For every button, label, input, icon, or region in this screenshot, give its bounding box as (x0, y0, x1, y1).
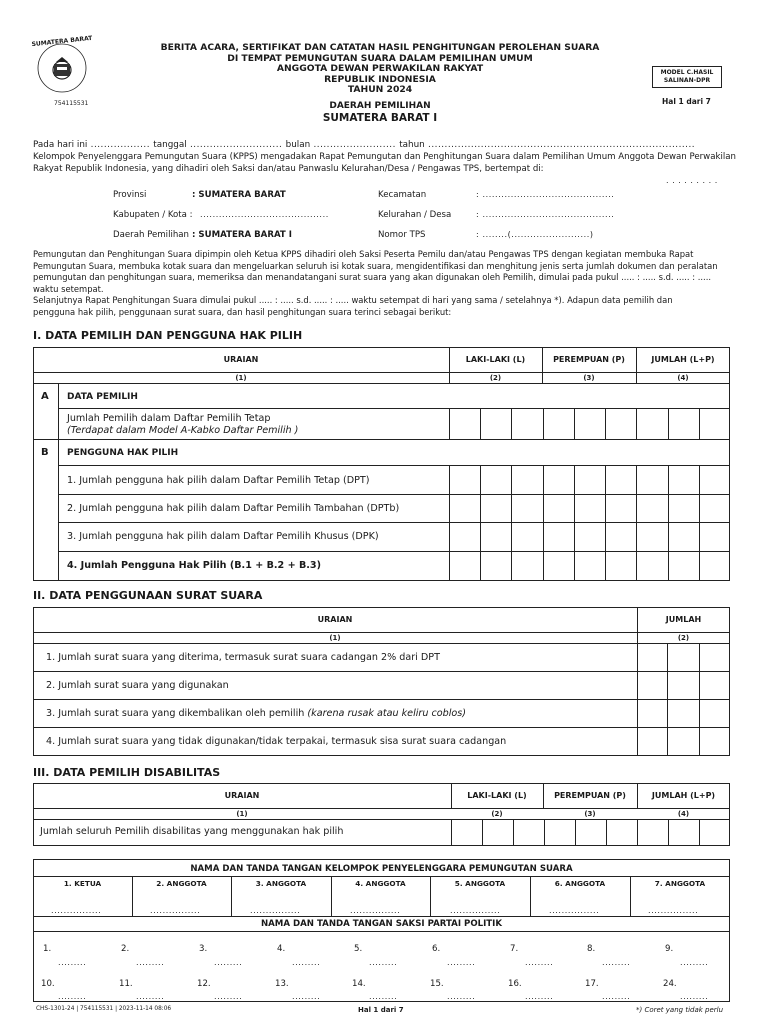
kpps-sig-title: NAMA DAN TANDA TANGAN KELOMPOK PENYELENGGARA PEMUNGUTAN SUARA (190, 864, 573, 874)
s1-b-row1: 1. Jumlah pengguna hak pilih dalam Daftar Pemilih Tetap (DPT) (67, 475, 370, 486)
s3-col-l: LAKI-LAKI (L) (467, 791, 527, 800)
s3-num4: (4) (677, 810, 690, 818)
kpu-seal (36, 42, 88, 94)
saksi-sig-13[interactable]: ......... (292, 992, 321, 1001)
document-title: BERITA ACARA, SERTIFIKAT DAN CATATAN HASIL PENGHITUNGAN PEROLEHAN SUARA DI TEMPAT PEMUNGUTAN SUARA DALAM PEMILIHAN UMUM ANGGOTA DEWAN PERWAKILAN RAKYAT REPUBLIK INDONESIA TAHUN 2024 (160, 42, 600, 95)
saksi-num-4: 4. (277, 944, 286, 954)
section2-title: II. DATA PENGGUNAAN SURAT SUARA (33, 589, 263, 602)
tps-label: Nomor TPS (378, 230, 426, 240)
sig-line-anggota-2[interactable]: ................ (150, 906, 201, 915)
saksi-num-3: 3. (199, 944, 208, 954)
s3-col-lp: JUMLAH (L+P) (651, 791, 716, 800)
s1-a-title: DATA PEMILIH (67, 392, 138, 402)
dapil-name: SUMATERA BARAT I (322, 112, 438, 124)
sig-line-anggota-4[interactable]: ................ (350, 906, 401, 915)
s3-col-uraian: URAIAN (224, 791, 260, 800)
role-anggota-5: 5. ANGGOTA (454, 879, 506, 888)
saksi-sig-7[interactable]: ......... (525, 958, 554, 967)
saksi-num-12: 12. (197, 979, 211, 989)
saksi-sig-16[interactable]: ......... (525, 992, 554, 1001)
s1-col-l: LAKI-LAKI (L) (465, 355, 526, 364)
saksi-sig-9[interactable]: ......... (680, 958, 709, 967)
kabupaten-field[interactable]: ......................................... (200, 210, 329, 219)
intro-line1: Pada hari ini .................. tanggal ............................ bulan ......................... tahun ................................................................................. (33, 140, 696, 150)
intro-line3: Rakyat Republik Indonesia, yang dihadiri oleh Saksi dan/atau Panwaslu Kelurahan/Desa / Pengawas TPS, bertempat di: (33, 164, 544, 174)
saksi-num-11: 11. (119, 979, 133, 989)
saksi-num-2: 2. (121, 944, 130, 954)
page-number: Hal 1 dari 7 (662, 97, 711, 106)
saksi-num-7: 7. (510, 944, 519, 954)
saksi-num-15: 15. (430, 979, 444, 989)
s1-a-row1-cells[interactable] (449, 408, 730, 439)
s1-b-row2-cells[interactable] (449, 494, 730, 522)
saksi-num-9: 9. (665, 944, 674, 954)
s2-num1: (1) (329, 634, 341, 642)
s1-b-row1-cells[interactable] (449, 465, 730, 494)
saksi-sig-8[interactable]: ......... (602, 958, 631, 967)
saksi-sig-3[interactable]: ......... (214, 958, 243, 967)
s3-row1-cells[interactable] (451, 819, 730, 846)
saksi-sig-17[interactable]: ......... (602, 992, 631, 1001)
sig-line-anggota-6[interactable]: ................ (549, 906, 600, 915)
sig-line-ketua[interactable]: ................ (51, 906, 102, 915)
saksi-num-6: 6. (432, 944, 441, 954)
saksi-num-13: 13. (275, 979, 289, 989)
dapil-label: Daerah Pemilihan (113, 230, 190, 240)
s1-col-uraian: URAIAN (223, 355, 259, 364)
s3-row1: Jumlah seluruh Pemilih disabilitas yang menggunakan hak pilih (40, 826, 344, 837)
role-anggota-6: 6. ANGGOTA (554, 879, 606, 888)
model-box: MODEL C.HASIL SALINAN-DPR (652, 66, 722, 88)
s1-b-row3-cells[interactable] (449, 522, 730, 551)
role-anggota-2: 2. ANGGOTA (156, 879, 207, 888)
s3-col-p: PEREMPUAN (P) (554, 791, 626, 800)
s3-num3: (3) (584, 810, 596, 818)
s1-a-letter: A (41, 391, 49, 402)
saksi-num-14: 14. (352, 979, 366, 989)
saksi-sig-11[interactable]: ......... (136, 992, 165, 1001)
kelurahan-label: Kelurahan / Desa (378, 210, 452, 220)
saksi-sig-24[interactable]: ......... (680, 992, 709, 1001)
s1-b-row2: 2. Jumlah pengguna hak pilih dalam Daftar Pemilih Tambahan (DPTb) (67, 503, 400, 514)
role-anggota-4: 4. ANGGOTA (355, 879, 406, 888)
kecamatan-label: Kecamatan (378, 190, 427, 200)
s1-num3: (3) (583, 374, 595, 382)
saksi-num-16: 16. (508, 979, 522, 989)
provinsi-value: : SUMATERA BARAT (192, 190, 286, 200)
saksi-sig-2[interactable]: ......... (136, 958, 165, 967)
s2-row1-cells[interactable] (637, 643, 730, 671)
s1-b-row3: 3. Jumlah pengguna hak pilih dalam Daftar Pemilih Khusus (DPK) (67, 531, 379, 542)
s2-col-uraian: URAIAN (317, 615, 353, 624)
s1-b-title: PENGGUNA HAK PILIH (67, 448, 179, 458)
seal-text: SUMATERA BARAT (31, 34, 93, 49)
s2-row2-cells[interactable] (637, 671, 730, 699)
saksi-num-8: 8. (587, 944, 596, 954)
provinsi-label: Provinsi (113, 190, 147, 200)
saksi-sig-4[interactable]: ......... (292, 958, 321, 967)
s1-b-row4-cells[interactable] (449, 551, 730, 581)
tps-field[interactable]: : ........(.........................) (476, 230, 594, 239)
sig-line-anggota-3[interactable]: ................ (250, 906, 301, 915)
footer-code: CHS-1301-24 | 754115531 | 2023-11-14 08:06 (36, 1006, 172, 1012)
serial-number: 754115531 (54, 100, 89, 107)
saksi-num-17: 17. (585, 979, 599, 989)
s2-row3: 3. Jumlah surat suara yang dikembalikan oleh pemilih (karena rusak atau keliru coblos) (46, 708, 466, 719)
s1-col-p: PEREMPUAN (P) (553, 355, 625, 364)
s1-b-letter: B (41, 447, 49, 458)
dotted-mark: . . . . . . . . . (666, 176, 718, 185)
s3-num2: (2) (491, 810, 503, 818)
s1-b-row4: 4. Jumlah Pengguna Hak Pilih (B.1 + B.2 + B.3) (67, 560, 321, 571)
kabupaten-label: Kabupaten / Kota : (113, 210, 193, 220)
s1-num2: (2) (489, 374, 502, 382)
procedure-paragraph: Pemungutan dan Penghitungan Suara dipimpin oleh Ketua KPPS dihadiri oleh Saksi Peserta Pemilu dan/atau Pengawas TPS dengan kegiatan membuka Rapat Pemungutan Suara, membuka kotak suara dan mengeluarkan seluruh isi kotak suara, mengidentifikasi dan menghitung jenis serta jumlah dokumen dan peralatan pemungutan dan penghitungan suara, memeriksa dan menandatangani surat suara yang akan digunakan oleh Pemilih, dimulai pada pukul ..... : ..... s.d. ..... : ..... waktu setempat. Selanjutnya Rapat Penghitungan Suara dimulai pukul ..... : ..... s.d. ..... : ..... waktu setempat di hari yang sama / setelahnya *). Adapun data pemilih dan pengguna hak pilih, penggunaan surat suara, dan hasil penghitungan suara terinci sebagai berikut: (33, 249, 718, 317)
section3-title: III. DATA PEMILIH DISABILITAS (33, 766, 221, 779)
s1-a-row1-note: (Terdapat dalam Model A-Kabko Daftar Pemilih ) (67, 425, 299, 436)
s2-row3-cells[interactable] (637, 699, 730, 727)
role-anggota-3: 3. ANGGOTA (255, 879, 307, 888)
s2-row4: 4. Jumlah surat suara yang tidak digunakan/tidak terpakai, termasuk sisa surat suara cadangan (46, 736, 507, 747)
s1-num4: (4) (677, 374, 689, 382)
s2-row2: 2. Jumlah surat suara yang digunakan (46, 680, 229, 691)
s2-num2: (2) (677, 634, 690, 642)
saksi-sig-title: NAMA DAN TANDA TANGAN SAKSI PARTAI POLITIK (260, 919, 503, 929)
section1-title: I. DATA PEMILIH DAN PENGGUNA HAK PILIH (33, 329, 303, 342)
kecamatan-field[interactable]: : .......................................... (476, 190, 615, 199)
saksi-sig-10[interactable]: ......... (58, 992, 87, 1001)
saksi-num-5: 5. (354, 944, 363, 954)
intro-line2: Kelompok Penyelenggara Pemungutan Suara (KPPS) mengadakan Rapat Pemungutan dan Penghitungan Suara dalam Pemilihan Umum Anggota Dewan Perwakilan (33, 152, 736, 162)
saksi-sig-5[interactable]: ......... (369, 958, 398, 967)
s2-row4-cells[interactable] (637, 727, 730, 756)
s3-num1: (1) (236, 810, 248, 818)
saksi-sig-14[interactable]: ......... (369, 992, 398, 1001)
footer-note: *) Coret yang tidak perlu (636, 1006, 724, 1014)
saksi-sig-15[interactable]: ......... (447, 992, 476, 1001)
dapil-heading: DAERAH PEMILIHAN (329, 101, 431, 111)
s2-row1: 1. Jumlah surat suara yang diterima, termasuk surat suara cadangan 2% dari DPT (46, 652, 440, 663)
saksi-num-10: 10. (41, 979, 55, 989)
role-ketua: 1. KETUA (63, 879, 102, 888)
saksi-num-24: 24. (663, 979, 677, 989)
s1-col-lp: JUMLAH (L+P) (651, 355, 715, 364)
dapil-value: : SUMATERA BARAT I (192, 230, 292, 240)
saksi-sig-1[interactable]: ......... (58, 958, 87, 967)
role-anggota-7: 7. ANGGOTA (654, 879, 706, 888)
saksi-sig-6[interactable]: ......... (447, 958, 476, 967)
saksi-sig-12[interactable]: ......... (214, 992, 243, 1001)
sig-line-anggota-5[interactable]: ................ (450, 906, 501, 915)
kelurahan-field[interactable]: : .......................................... (476, 210, 615, 219)
sig-line-anggota-7[interactable]: ................ (648, 906, 699, 915)
saksi-num-1: 1. (43, 944, 52, 954)
s2-col-jumlah: JUMLAH (665, 615, 702, 624)
footer-page: Hal 1 dari 7 (358, 1006, 404, 1014)
s1-num1: (1) (235, 374, 247, 382)
s1-a-row1: Jumlah Pemilih dalam Daftar Pemilih Tetap (67, 413, 271, 424)
